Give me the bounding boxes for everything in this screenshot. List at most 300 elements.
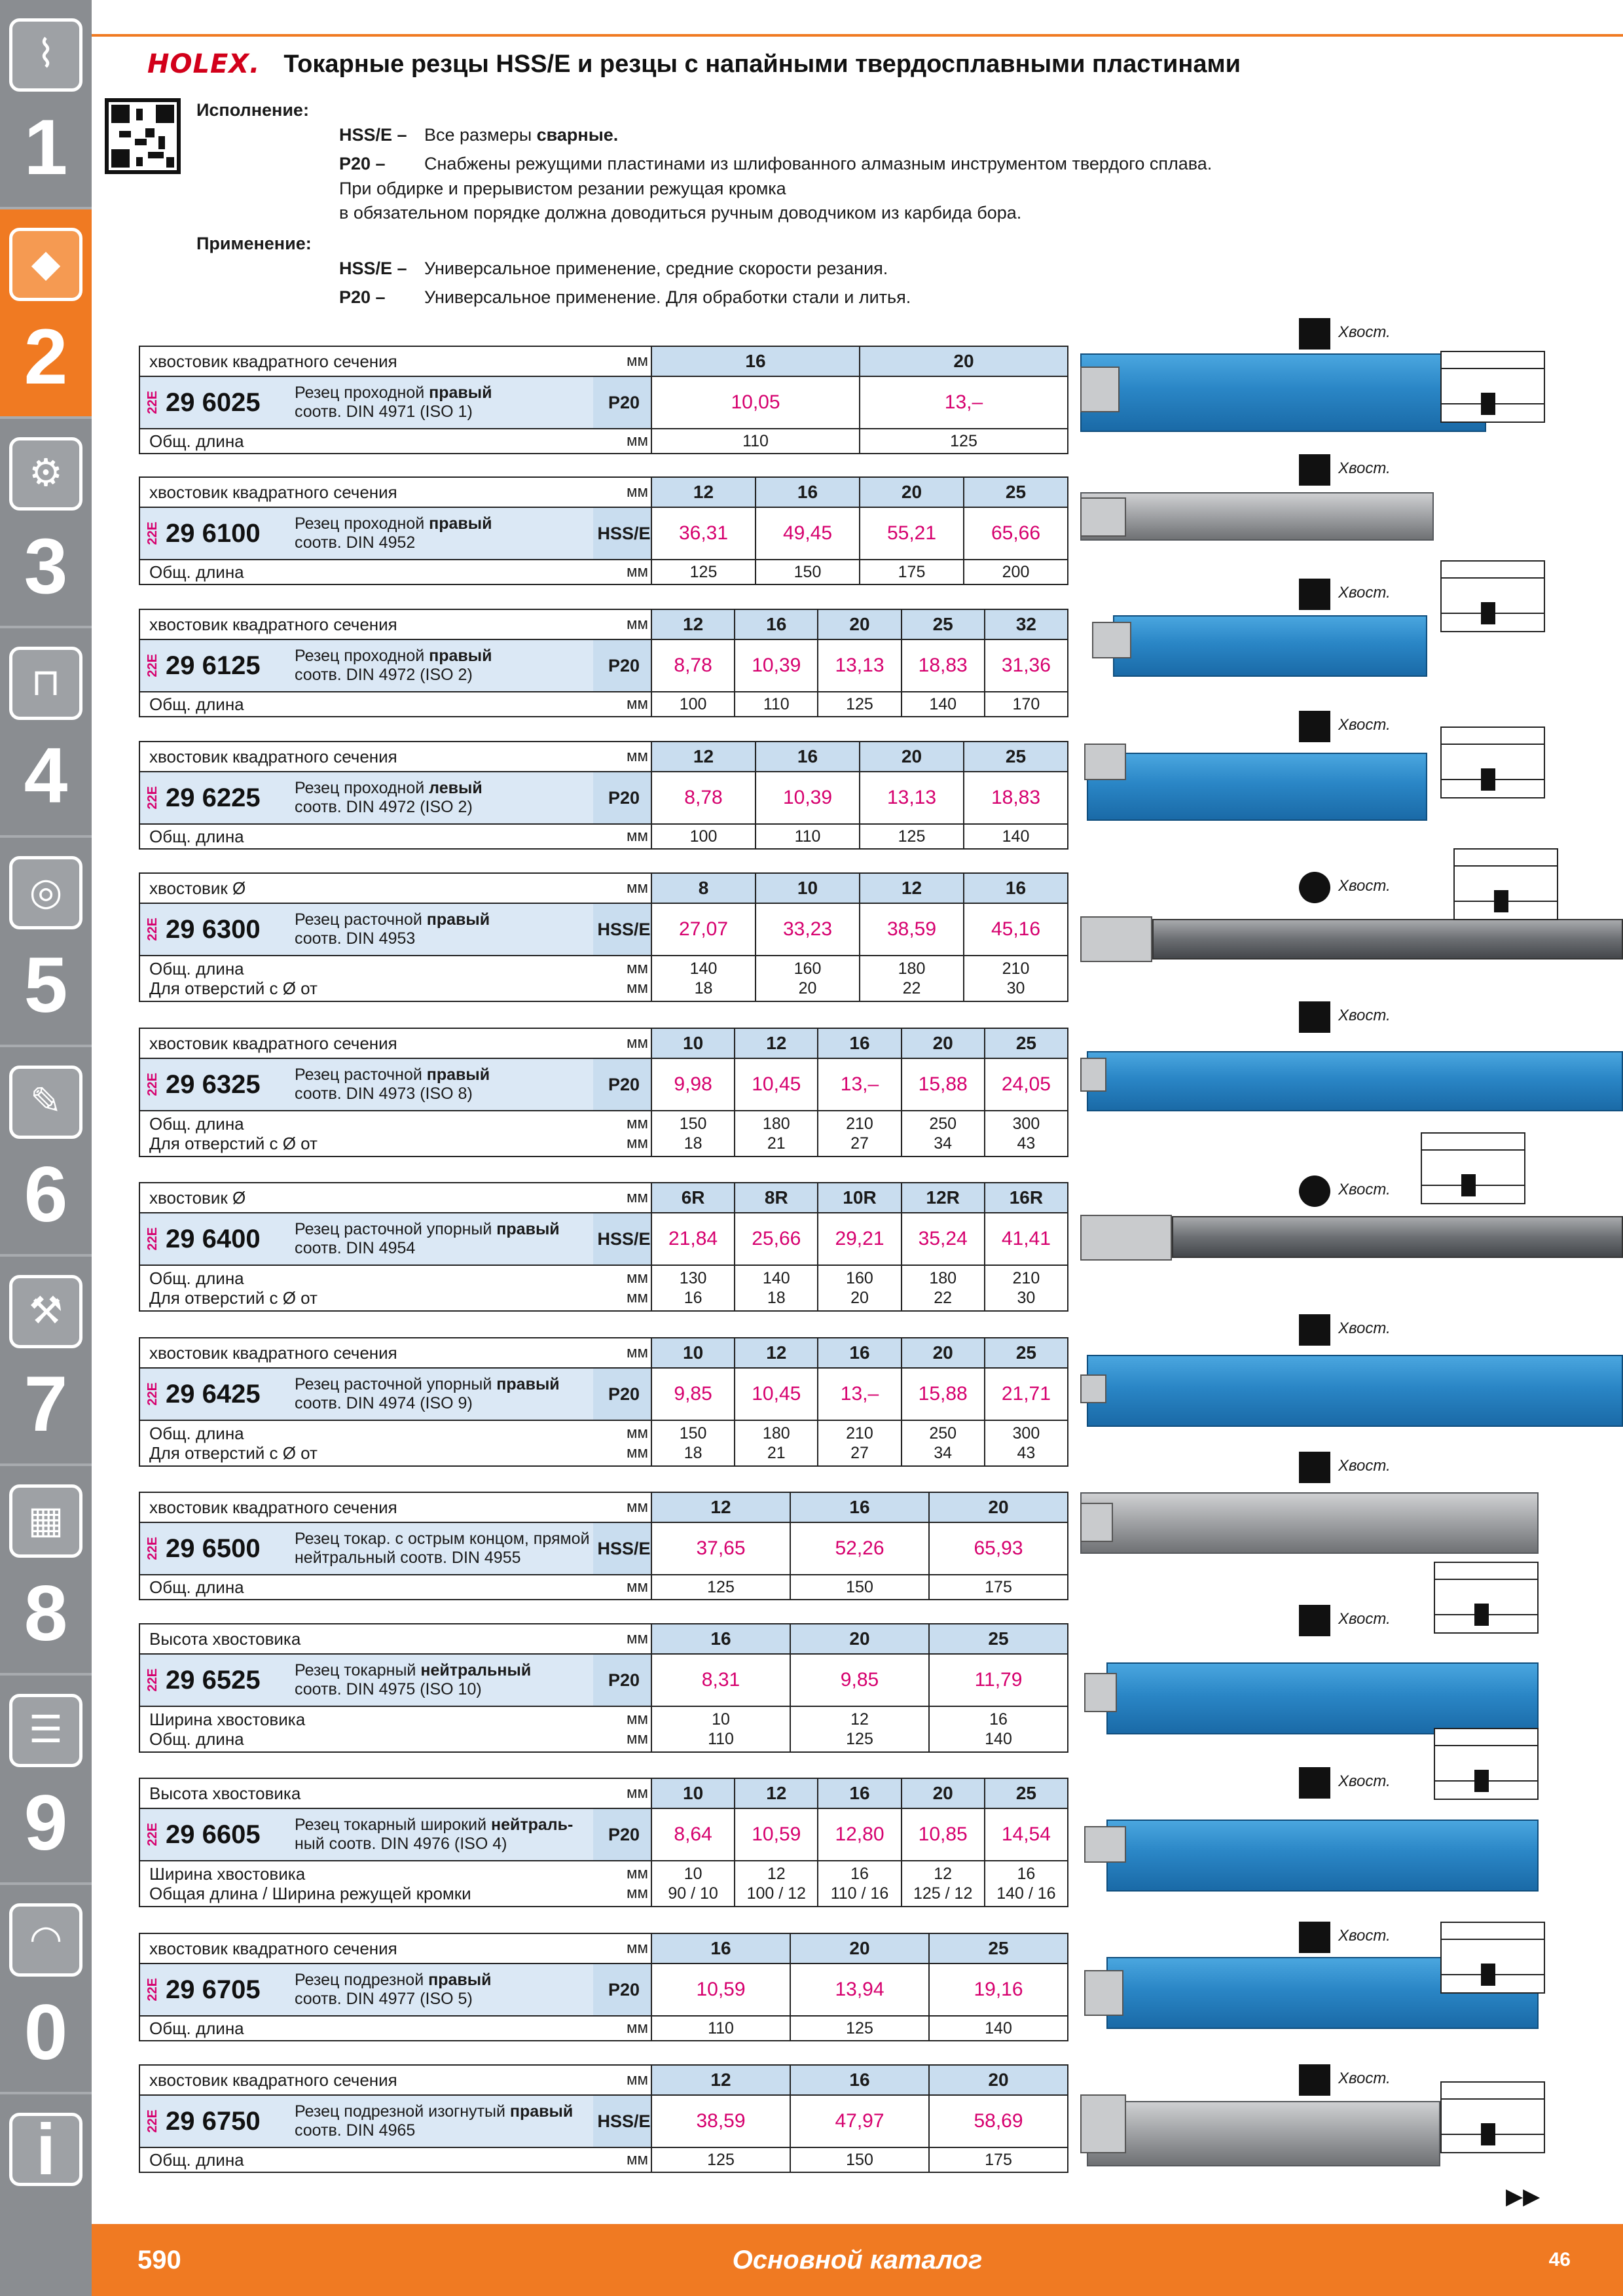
- dimension-label: Общая длина / Ширина режущей кромки: [149, 1884, 471, 1903]
- product-row[interactable]: [140, 1809, 1067, 1861]
- dimension-value: 30: [1006, 979, 1025, 997]
- dimension-value: 34: [934, 1444, 953, 1462]
- price-cell[interactable]: 38,59: [859, 904, 963, 955]
- price-cell[interactable]: 37,65: [651, 1523, 790, 1574]
- catalog-tag: 22E: [145, 918, 160, 941]
- dimension-cell: [901, 1861, 984, 1906]
- dimension-value: 160: [846, 1269, 873, 1287]
- size-cell: 32: [984, 610, 1067, 639]
- section-tab-number: 7: [24, 1360, 68, 1448]
- description-direction: правый: [429, 514, 492, 533]
- size-cell: 16: [734, 610, 817, 639]
- size-cell: 10: [651, 1338, 734, 1367]
- pliers-icon: ⚒: [9, 1275, 82, 1348]
- product-code: [145, 1809, 261, 1860]
- section-tab-number: 1: [24, 103, 68, 191]
- dimension-label: Общ. длина: [149, 1114, 244, 1134]
- description-text: Резец расточной: [295, 910, 427, 929]
- product-table-296425: [139, 1337, 1068, 1467]
- article-number: 29 6525: [166, 1665, 261, 1695]
- qr-module: [148, 152, 164, 158]
- dimension-cell: [984, 1111, 1067, 1156]
- price-cell[interactable]: 52,26: [790, 1523, 928, 1574]
- qr-module: [119, 131, 131, 137]
- size-header-label: хвостовик квадратного сечения: [149, 2070, 397, 2090]
- price-cell[interactable]: 65,66: [963, 508, 1067, 559]
- dimension-value: 27: [850, 1444, 869, 1462]
- size-cell: 20: [928, 1493, 1067, 1522]
- size-cell: 25: [963, 478, 1067, 507]
- dimension-labels: [149, 1421, 318, 1465]
- price-cell[interactable]: 10,39: [734, 640, 817, 691]
- size-cell: 8R: [734, 1183, 817, 1212]
- product-row[interactable]: [140, 2096, 1067, 2148]
- cutting-tip-image: [1092, 622, 1131, 658]
- size-cell: 16: [790, 1493, 928, 1522]
- catalog-tag: 22E: [145, 1227, 160, 1251]
- material-grade: HSS/E: [593, 1213, 655, 1265]
- turning-tool-image: [1113, 615, 1427, 677]
- size-cell: 25: [984, 1779, 1067, 1808]
- dimension-rows: [140, 956, 1067, 1001]
- unit-labels: [611, 1861, 648, 1906]
- section-tab-3[interactable]: [0, 419, 92, 628]
- material-grade: P20: [593, 640, 655, 691]
- price-cell[interactable]: 65,93: [928, 1523, 1067, 1574]
- dimension-cell: 110: [734, 692, 817, 716]
- dimension-cell: 150: [790, 2148, 928, 2172]
- size-cell: 12: [651, 610, 734, 639]
- shank-label: Хвост.: [1338, 1610, 1391, 1628]
- size-cell: 20: [859, 478, 963, 507]
- shank-label: Хвост.: [1338, 323, 1391, 341]
- dimension-value: 210: [846, 1115, 873, 1133]
- dimension-value: 140: [985, 1730, 1012, 1748]
- round-shank-icon: [1299, 1175, 1330, 1207]
- execution-line: [339, 152, 1212, 176]
- dimension-cell: [817, 1266, 900, 1310]
- dimension-value: 16: [1017, 1865, 1036, 1883]
- catalog-tag: 22E: [145, 1382, 160, 1406]
- product-row[interactable]: [140, 904, 1067, 956]
- section-tab-number: 3: [24, 522, 68, 610]
- dimension-cell: 125: [790, 2017, 928, 2040]
- material-grade: P20: [593, 377, 655, 428]
- price-cell[interactable]: 21,71: [984, 1369, 1067, 1420]
- section-tab-number: 6: [24, 1151, 68, 1238]
- dimension-value: 110: [708, 1730, 734, 1748]
- price-cell[interactable]: 10,05: [651, 377, 859, 428]
- description-direction: правый: [509, 2102, 574, 2121]
- description-text: Резец расточной: [295, 1066, 427, 1084]
- size-header-label: хвостовик квадратного сечения: [149, 746, 397, 766]
- size-cell: 12: [651, 1493, 790, 1522]
- square-shank-icon: [1299, 1767, 1330, 1799]
- unit-label: мм: [627, 1630, 648, 1647]
- dimension-labels: [149, 1266, 318, 1310]
- dimension-label: Общ. длина: [149, 959, 244, 978]
- dimension-row: [140, 560, 1067, 584]
- price-cell[interactable]: 31,36: [984, 640, 1067, 691]
- section-tab-1[interactable]: [0, 0, 92, 209]
- price-cell[interactable]: 19,16: [928, 1964, 1067, 2015]
- dimension-cell: [817, 1861, 900, 1906]
- price-cell[interactable]: 13,13: [817, 640, 900, 691]
- price-cell[interactable]: 13,–: [817, 1059, 900, 1110]
- price-cell[interactable]: 29,21: [817, 1213, 900, 1265]
- dimension-row: [140, 692, 1067, 716]
- square-shank-icon: [1299, 318, 1330, 350]
- application-label: Применение:: [196, 234, 312, 253]
- dimension-value: 180: [762, 1424, 790, 1443]
- section-tab-2[interactable]: [0, 209, 92, 419]
- execution-line: [339, 177, 786, 201]
- turning-tool-image: [1087, 1355, 1623, 1427]
- unit-label: мм: [627, 1115, 648, 1132]
- size-cell: 10: [755, 874, 859, 903]
- price-cell[interactable]: 10,39: [755, 772, 859, 823]
- size-header-row: [140, 1029, 1067, 1059]
- unit-label: мм: [627, 1444, 648, 1462]
- product-table-296500: [139, 1492, 1068, 1600]
- material-grade: P20: [593, 772, 655, 823]
- price-cell[interactable]: 21,84: [651, 1213, 734, 1265]
- section-tab-i[interactable]: [0, 2094, 92, 2296]
- product-code: [145, 1059, 261, 1110]
- size-header-label: хвостовик квадратного сечения: [149, 1033, 397, 1053]
- description-line-2: соотв. DIN 4977 (ISO 5): [295, 1990, 473, 2008]
- material-key: HSS/E –: [339, 259, 407, 278]
- dimension-cell: [790, 1707, 928, 1751]
- qr-module: [156, 105, 174, 123]
- dimension-value: 21: [767, 1444, 786, 1462]
- size-cell: 25: [901, 610, 984, 639]
- price-cell[interactable]: 13,–: [859, 377, 1067, 428]
- size-cell: 12: [734, 1029, 817, 1058]
- dimension-label: Общ. длина: [149, 1729, 244, 1749]
- unit-label: мм: [627, 1884, 648, 1902]
- dimension-cell: 110: [651, 2017, 790, 2040]
- dimension-cell: 125: [651, 1575, 790, 1599]
- unit-label: мм: [627, 960, 648, 977]
- price-cell[interactable]: 10,45: [734, 1369, 817, 1420]
- turning-tool-image: [1087, 1051, 1623, 1111]
- dimension-value: 150: [679, 1424, 707, 1443]
- product-row[interactable]: [140, 1059, 1067, 1111]
- price-cell[interactable]: 13,–: [817, 1369, 900, 1420]
- wrench-icon: ✎: [9, 1066, 82, 1139]
- material-grade: P20: [593, 1369, 655, 1420]
- product-row[interactable]: [140, 508, 1067, 560]
- turning-tool-image: [1172, 1216, 1623, 1258]
- dimension-value: 130: [679, 1269, 707, 1287]
- cutting-tip-image: [1080, 1215, 1172, 1261]
- product-row[interactable]: [140, 1964, 1067, 2017]
- dimension-row: [140, 429, 1067, 453]
- product-table-296525: [139, 1623, 1068, 1753]
- execution-text-bold: сварные.: [536, 125, 619, 145]
- dimension-cell: 140: [928, 2017, 1067, 2040]
- cutting-tip-image: [1084, 744, 1126, 780]
- section-tab-4[interactable]: [0, 628, 92, 838]
- size-header-row: [140, 478, 1067, 508]
- dimension-value: 12: [934, 1865, 953, 1883]
- dimension-row: [140, 825, 1067, 848]
- description-line-2: соотв. DIN 4953: [295, 929, 416, 948]
- turning-tool-image: [1106, 1662, 1539, 1734]
- dimension-value: 27: [850, 1134, 869, 1153]
- price-cell[interactable]: 18,83: [963, 772, 1067, 823]
- description-line-2: соотв. DIN 4973 (ISO 8): [295, 1085, 473, 1103]
- dimension-value: 90 / 10: [668, 1884, 718, 1903]
- price-cell[interactable]: 27,07: [651, 904, 755, 955]
- price-cell[interactable]: 10,59: [651, 1964, 790, 2015]
- unit-label: мм: [627, 1939, 648, 1957]
- size-header-label: хвостовик квадратного сечения: [149, 482, 397, 502]
- section-tab-0[interactable]: [0, 1885, 92, 2094]
- product-table-296300: [139, 872, 1068, 1002]
- price-cell[interactable]: 41,41: [984, 1213, 1067, 1265]
- product-table-296605: [139, 1778, 1068, 1907]
- turning-insert-icon: ◆: [9, 228, 82, 301]
- unit-label: мм: [627, 979, 648, 997]
- price-cell[interactable]: 9,85: [790, 1655, 928, 1706]
- price-cell[interactable]: 13,94: [790, 1964, 928, 2015]
- size-header-label: хвостовик квадратного сечения: [149, 1342, 397, 1363]
- price-cell[interactable]: 8,31: [651, 1655, 790, 1706]
- dimension-rows: [140, 1421, 1067, 1465]
- size-cell: 20: [901, 1779, 984, 1808]
- qr-module: [158, 136, 165, 149]
- product-table-296100: [139, 476, 1068, 585]
- next-page-icon[interactable]: ▶▶: [1506, 2184, 1541, 2209]
- price-cell[interactable]: 15,88: [901, 1059, 984, 1110]
- qr-code-icon[interactable]: [105, 98, 181, 174]
- dimension-cell: 125: [651, 560, 755, 584]
- section-tab-7[interactable]: [0, 1257, 92, 1466]
- size-header-label: хвостовик квадратного сечения: [149, 1497, 397, 1517]
- price-cell[interactable]: 45,16: [963, 904, 1067, 955]
- dimension-label: Для отверстий с Ø от: [149, 1288, 318, 1308]
- product-row[interactable]: [140, 1655, 1067, 1707]
- size-header-row: [140, 2066, 1067, 2096]
- price-cell[interactable]: 9,98: [651, 1059, 734, 1110]
- description-line-2: нейтральный соотв. DIN 4955: [295, 1549, 521, 1567]
- size-header-label: хвостовик Ø: [149, 878, 246, 898]
- square-shank-icon: [1299, 2064, 1330, 2096]
- cutter-position-icon: [1481, 2123, 1495, 2145]
- size-cell: 16: [755, 478, 859, 507]
- material-key: HSS/E –: [339, 125, 407, 145]
- shank-label: Хвост.: [1338, 1772, 1391, 1790]
- dimension-rows: [140, 1266, 1067, 1310]
- unit-label: мм: [627, 1730, 648, 1748]
- cutter-position-icon: [1481, 1964, 1495, 1986]
- description-text: Резец токар. с острым концом, прямой: [295, 1530, 590, 1548]
- dimension-cell: 125: [817, 692, 900, 716]
- machining-diagram: [1434, 1728, 1539, 1800]
- dimension-label: Общ. длина: [149, 694, 244, 714]
- unit-label: мм: [627, 1289, 648, 1306]
- execution-line: [339, 201, 1021, 225]
- unit-label: мм: [627, 563, 648, 581]
- description-text: Резец подрезной изогнутый: [295, 2102, 510, 2121]
- product-row[interactable]: [140, 1213, 1067, 1266]
- price-cell[interactable]: 24,05: [984, 1059, 1067, 1110]
- saw-blade-icon: ◎: [9, 856, 82, 929]
- price-cell[interactable]: 25,66: [734, 1213, 817, 1265]
- article-number: 29 6400: [166, 1224, 261, 1253]
- section-tab-number: 5: [24, 941, 68, 1029]
- description-text: Резец токарный: [295, 1661, 421, 1679]
- size-cell: 12: [734, 1779, 817, 1808]
- dimension-value: 43: [1017, 1134, 1036, 1153]
- material-grade: HSS/E: [593, 508, 655, 559]
- product-code: [145, 508, 261, 559]
- dimension-label: Для отверстий с Ø от: [149, 1134, 318, 1153]
- execution-line: [339, 123, 618, 147]
- square-shank-icon: [1299, 1452, 1330, 1483]
- dimension-cell: [928, 1707, 1067, 1751]
- description-direction: правый: [429, 647, 492, 665]
- price-cell[interactable]: 13,13: [859, 772, 963, 823]
- machining-diagram: [1440, 726, 1545, 798]
- catalog-tag: 22E: [145, 1978, 160, 2001]
- price-cell[interactable]: 38,59: [651, 2096, 790, 2147]
- price-cell[interactable]: 36,31: [651, 508, 755, 559]
- qr-module: [136, 109, 143, 120]
- price-cell[interactable]: 8,78: [651, 772, 755, 823]
- product-code: [145, 640, 261, 691]
- price-cell[interactable]: 10,45: [734, 1059, 817, 1110]
- square-shank-icon: [1299, 454, 1330, 486]
- size-cell: 25: [928, 1624, 1067, 1653]
- footer-catalog-title: Основной каталог: [732, 2245, 983, 2274]
- price-cell[interactable]: 58,69: [928, 2096, 1067, 2147]
- price-cell[interactable]: 11,79: [928, 1655, 1067, 1706]
- square-shank-icon: [1299, 1314, 1330, 1346]
- size-header-row: [140, 874, 1067, 904]
- size-cell: 20: [859, 347, 1067, 376]
- dimension-cell: [651, 1111, 734, 1156]
- size-cell: 16: [790, 2066, 928, 2094]
- product-row[interactable]: [140, 772, 1067, 825]
- price-cell[interactable]: 10,59: [734, 1809, 817, 1860]
- unit-labels: [611, 1707, 648, 1751]
- product-row[interactable]: [140, 1369, 1067, 1421]
- price-cell[interactable]: 18,83: [901, 640, 984, 691]
- description-text: Резец расточной упорный: [295, 1375, 497, 1393]
- dimension-value: 160: [793, 960, 822, 978]
- dimension-value: 18: [694, 979, 713, 997]
- dimension-value: 22: [934, 1289, 953, 1307]
- shank-label: Хвост.: [1338, 1457, 1391, 1475]
- machining-diagram: [1434, 1562, 1539, 1634]
- dimension-value: 34: [934, 1134, 953, 1153]
- price-cell[interactable]: 49,45: [755, 508, 859, 559]
- dimension-cell: 100: [651, 692, 734, 716]
- square-shank-icon: [1299, 1605, 1330, 1636]
- description-line-2: соотв. DIN 4975 (ISO 10): [295, 1680, 482, 1698]
- unit-label: мм: [627, 1498, 648, 1516]
- dimension-labels: [149, 1707, 305, 1751]
- unit-label: мм: [627, 1710, 648, 1728]
- price-cell[interactable]: 8,78: [651, 640, 734, 691]
- product-row[interactable]: [140, 640, 1067, 692]
- price-cell[interactable]: 9,85: [651, 1369, 734, 1420]
- section-tab-9[interactable]: [0, 1676, 92, 1885]
- section-tab-5[interactable]: [0, 838, 92, 1047]
- size-header-row: [140, 1624, 1067, 1655]
- qr-module: [166, 157, 174, 168]
- size-cell: 12: [651, 478, 755, 507]
- size-cell: 16: [963, 874, 1067, 903]
- material-grade: P20: [593, 1059, 655, 1110]
- catalog-tag: 22E: [145, 522, 160, 545]
- dimension-labels: [149, 956, 318, 1001]
- size-header-label: хвостовик квадратного сечения: [149, 351, 397, 371]
- unit-label: мм: [627, 615, 648, 633]
- dimension-value: 22: [902, 979, 921, 997]
- turning-tool-image: [1087, 753, 1427, 821]
- price-cell[interactable]: 47,97: [790, 2096, 928, 2147]
- size-cell: 16: [817, 1338, 900, 1367]
- shank-label: Хвост.: [1338, 1319, 1391, 1337]
- dimension-value: 300: [1012, 1424, 1040, 1443]
- price-cell[interactable]: 10,85: [901, 1809, 984, 1860]
- dimension-value: 16: [989, 1710, 1008, 1729]
- section-tab-8[interactable]: [0, 1466, 92, 1676]
- price-cell[interactable]: 12,80: [817, 1809, 900, 1860]
- size-cell: 12R: [901, 1183, 984, 1212]
- dimension-cell: 175: [928, 1575, 1067, 1599]
- product-row[interactable]: [140, 1523, 1067, 1575]
- cutting-tip-image: [1080, 2094, 1126, 2153]
- price-cell[interactable]: 8,64: [651, 1809, 734, 1860]
- section-tab-6[interactable]: [0, 1047, 92, 1257]
- size-header-row: [140, 1779, 1067, 1809]
- price-cell[interactable]: 35,24: [901, 1213, 984, 1265]
- dimension-cell: 100: [651, 825, 755, 848]
- dimension-cell: 125: [859, 825, 963, 848]
- price-cell[interactable]: 14,54: [984, 1809, 1067, 1860]
- cutting-tip-image: [1084, 1970, 1123, 2016]
- price-cell[interactable]: 33,23: [755, 904, 859, 955]
- description-line-2: соотв. DIN 4965: [295, 2121, 416, 2140]
- cutter-position-icon: [1461, 1174, 1476, 1196]
- qr-module: [145, 128, 155, 137]
- turning-tool-image: [1080, 353, 1486, 432]
- unit-label: мм: [627, 1134, 648, 1152]
- cutting-tip-image: [1080, 497, 1126, 537]
- size-header-row: [140, 1338, 1067, 1369]
- dimension-value: 250: [929, 1424, 957, 1443]
- dimension-row: [140, 2017, 1067, 2040]
- article-number: 29 6425: [166, 1379, 261, 1408]
- dimension-value: 140: [762, 1269, 790, 1287]
- price-cell[interactable]: 15,88: [901, 1369, 984, 1420]
- dimension-label: Общ. длина: [149, 2149, 244, 2170]
- price-cell[interactable]: 55,21: [859, 508, 963, 559]
- product-row[interactable]: [140, 377, 1067, 429]
- execution-text: При обдирке и прерывистом резании режущая кромка: [339, 179, 786, 198]
- section-tab-number: 9: [24, 1779, 68, 1867]
- dimension-cell: 175: [859, 560, 963, 584]
- unit-labels: [611, 1266, 648, 1310]
- dimension-cell: [963, 956, 1067, 1001]
- dimension-value: 210: [1012, 1269, 1040, 1287]
- catalog-tag: 22E: [145, 1073, 160, 1096]
